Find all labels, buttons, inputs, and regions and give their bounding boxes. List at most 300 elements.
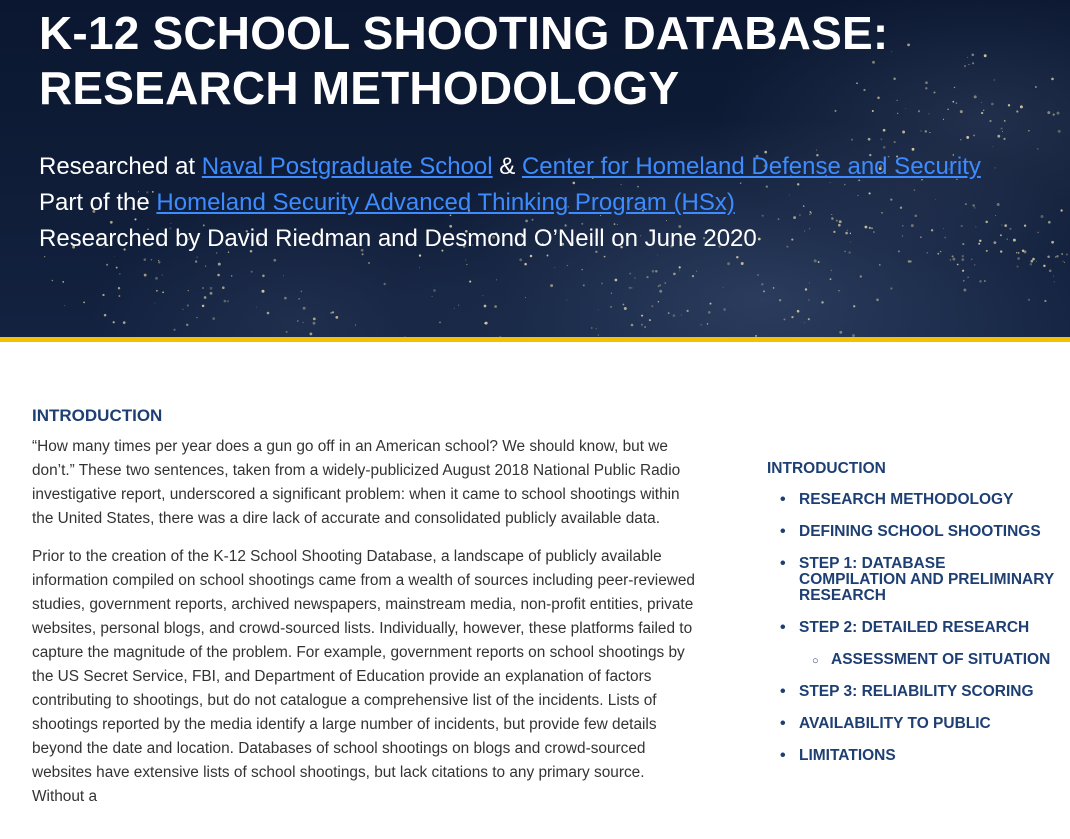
city-light-dot [496,279,497,280]
city-light-dot [881,212,883,214]
city-light-dot [952,258,955,261]
city-light-dot [838,224,841,227]
city-light-dot [116,267,118,269]
city-light-dot [651,305,653,307]
city-light-dot [830,182,831,183]
city-light-dot [44,256,45,257]
city-light-dot [741,262,744,265]
city-light-dot [740,182,741,183]
city-light-dot [666,220,667,221]
city-light-dot [962,270,964,272]
city-light-dot [205,265,206,266]
city-light-dot [591,327,593,329]
toc-item-availability-to-public[interactable]: • AVAILABILITY TO PUBLIC [767,716,1057,732]
city-light-dot [484,305,487,308]
city-light-dot [1002,131,1003,132]
city-light-dot [155,303,156,304]
toc-item-research-methodology[interactable]: • RESEARCH METHODOLOGY [767,492,1057,508]
city-light-dot [1016,266,1018,268]
city-light-dot [256,307,257,308]
city-light-dot [1007,238,1008,239]
city-light-dot [114,256,115,257]
city-light-dot [162,275,163,276]
city-light-dot [567,265,568,266]
city-light-dot [624,307,627,310]
city-light-dot [1009,228,1011,230]
city-light-dot [659,284,661,286]
city-light-dot [1016,252,1017,253]
program-line [39,188,735,218]
city-light-dot [839,220,842,223]
city-light-dot [962,255,964,257]
city-light-dot [611,293,612,294]
city-light-dot [1047,111,1050,114]
city-light-dot [173,329,175,331]
city-light-dot [524,263,527,266]
city-light-dot [967,136,968,137]
naval-postgraduate-school-link[interactable]: Naval Postgraduate School [201,153,493,180]
city-light-dot [809,214,810,215]
city-light-dot [994,167,995,168]
city-light-dot [818,261,820,263]
city-light-dot [929,132,930,133]
toc-item-step-1[interactable]: • STEP 1: DATABASE COMPILATION AND PRELIMINARY RESEARCH [767,556,1057,604]
city-light-dot [848,251,850,253]
city-light-dot [210,292,213,295]
city-light-dot [303,322,304,323]
toc-item-assessment-of-situation[interactable]: ○ ASSESSMENT OF SITUATION [767,652,1057,668]
city-light-dot [804,322,805,323]
city-light-dot [118,287,120,289]
city-light-dot [118,295,120,297]
city-light-dot [530,255,533,258]
city-light-dot [736,256,738,258]
city-light-dot [1060,209,1062,211]
city-light-dot [1030,263,1033,266]
city-light-dot [900,207,902,209]
city-light-dot [963,280,965,282]
city-light-dot [158,261,160,263]
city-light-dot [195,260,197,262]
city-light-dot [202,287,204,289]
city-light-dot [634,277,635,278]
city-light-dot [965,203,967,205]
city-light-dot [1036,261,1037,262]
city-light-dot [851,139,853,141]
toc-item-step-3[interactable]: • STEP 3: RELIABILITY SCORING [767,684,1057,700]
introduction-heading: INTRODUCTION [32,406,163,425]
city-light-dot [784,318,786,320]
city-light-dot [961,258,964,261]
city-light-dot [816,150,817,151]
city-light-dot [668,312,670,314]
city-light-dot [210,287,213,290]
city-light-dot [881,138,883,140]
city-light-dot [1003,138,1005,140]
city-light-dot [836,220,838,222]
article-body [32,405,697,823]
part-of-label: Part of the [39,189,157,216]
city-light-dot [963,289,966,292]
city-light-dot [1028,299,1030,301]
city-light-dot [984,280,986,282]
city-light-dot [629,273,631,275]
city-light-dot [267,312,270,315]
city-light-dot [383,283,385,285]
city-light-dot [1037,232,1038,233]
city-light-dot [972,204,975,207]
city-light-dot [808,318,810,320]
city-light-dot [313,322,316,325]
city-light-dot [332,311,334,313]
city-light-dot [838,290,839,291]
city-light-dot [879,264,881,266]
city-light-dot [1004,224,1007,227]
city-light-dot [723,308,726,311]
city-light-dot [809,228,810,229]
city-light-dot [83,302,85,304]
city-light-dot [550,284,553,287]
city-light-dot [952,255,954,257]
city-light-dot [989,120,991,122]
city-light-dot [286,331,288,333]
city-light-dot [1001,128,1003,130]
city-light-dot [869,227,871,229]
city-light-dot [224,300,227,303]
city-light-dot [762,215,764,217]
city-light-dot [831,214,832,215]
city-light-dot [845,232,848,235]
city-light-dot [809,282,810,283]
city-light-dot [853,305,855,307]
city-light-dot [197,257,198,258]
city-light-dot [1057,112,1060,115]
city-light-dot [1000,234,1002,236]
city-light-dot [707,323,708,324]
city-light-dot [912,148,915,151]
city-light-dot [679,266,681,268]
ampersand-separator: & [492,153,522,180]
city-light-dot [566,299,567,300]
city-light-dot [686,310,688,312]
city-light-dot [844,251,846,253]
city-light-dot [1028,130,1029,131]
city-light-dot [151,259,153,261]
city-light-dot [761,283,763,285]
city-light-dot [466,264,467,265]
city-light-dot [700,324,702,326]
city-light-dot [773,287,775,289]
city-light-dot [156,290,158,292]
city-light-dot [1051,241,1054,244]
city-light-dot [727,262,730,265]
city-light-dot [458,305,459,306]
city-light-dot [914,189,916,191]
city-light-dot [641,315,643,317]
city-light-dot [1041,215,1044,218]
city-light-dot [454,308,455,309]
city-light-dot [860,275,862,277]
city-light-dot [1018,252,1019,253]
city-light-dot [997,203,1000,206]
city-light-dot [960,139,961,140]
city-light-dot [188,290,189,291]
toc-list [767,492,1057,764]
authors-line: Researched by David Riedman and Desmond O’Neill on June 2020 [39,225,757,252]
city-light-dot [644,326,646,328]
chds-link[interactable]: Center for Homeland Defense and Security [521,153,981,180]
city-light-dot [766,185,768,187]
city-light-dot [723,287,724,288]
city-light-dot [940,251,942,253]
city-light-dot [1053,114,1055,116]
city-light-dot [301,291,303,293]
city-light-dot [864,226,867,229]
city-light-dot [119,273,121,275]
city-light-dot [710,303,712,305]
city-light-dot [601,282,603,284]
city-light-dot [814,259,817,262]
city-light-dot [144,258,147,261]
city-light-dot [915,215,918,218]
city-light-dot [631,287,633,289]
city-light-dot [519,258,522,261]
city-light-dot [869,192,871,194]
city-light-dot [974,264,976,266]
city-light-dot [649,319,651,321]
city-light-dot [974,207,975,208]
city-light-dot [298,298,299,299]
city-light-dot [222,286,225,289]
city-light-dot [943,228,944,229]
city-light-dot [937,253,939,255]
city-light-dot [763,290,765,292]
accent-stripe [0,337,1070,342]
city-light-dot [262,290,265,293]
city-light-dot [1017,257,1020,260]
city-light-dot [708,311,711,314]
city-light-dot [920,236,922,238]
city-light-dot [658,285,660,287]
city-light-dot [890,287,892,289]
city-light-dot [283,275,284,276]
city-light-dot [979,240,981,242]
city-light-dot [805,288,807,290]
city-light-dot [791,316,793,318]
city-light-dot [797,183,799,185]
city-light-dot [1047,255,1050,258]
city-light-dot [873,231,875,233]
city-light-dot [894,141,896,143]
city-light-dot [911,224,914,227]
city-light-dot [1000,250,1002,252]
city-light-dot [986,250,988,252]
city-light-dot [554,267,555,268]
city-light-dot [1051,78,1054,81]
city-light-dot [182,309,183,310]
city-light-dot [973,134,975,136]
city-light-dot [284,297,287,300]
city-light-dot [646,276,648,278]
city-light-dot [967,277,968,278]
city-light-dot [971,259,972,260]
research-affiliation-line [39,152,981,182]
city-light-dot [789,194,790,195]
city-light-dot [658,301,659,302]
city-light-dot [778,218,780,220]
city-light-dot [273,259,276,262]
city-light-dot [944,237,946,239]
city-light-dot [162,291,164,293]
city-light-dot [876,298,879,301]
city-light-dot [212,317,215,320]
city-light-dot [1058,130,1061,133]
city-light-dot [419,267,420,268]
city-light-dot [883,146,886,149]
city-light-dot [890,199,892,201]
city-light-dot [598,310,599,311]
city-light-dot [485,322,488,325]
toc-item-introduction[interactable]: INTRODUCTION [767,460,886,477]
city-light-dot [186,324,188,326]
city-light-dot [995,215,996,216]
city-light-dot [583,284,585,286]
city-light-dot [665,282,666,283]
city-light-dot [931,229,933,231]
city-light-dot [52,280,54,282]
city-light-dot [902,235,903,236]
city-light-dot [992,146,993,147]
city-light-dot [623,304,625,306]
city-light-dot [217,274,220,277]
city-light-dot [227,300,229,302]
city-light-dot [598,334,599,335]
city-light-dot [158,260,159,261]
city-light-dot [927,252,929,254]
city-light-dot [779,299,781,301]
city-light-dot [629,287,631,289]
city-light-dot [106,264,108,266]
city-light-dot [631,324,634,327]
city-light-dot [1032,258,1035,261]
city-light-dot [309,332,312,335]
city-light-dot [1044,300,1046,302]
city-light-dot [997,135,1000,138]
city-light-dot [104,314,107,317]
city-light-dot [821,301,824,304]
city-light-dot [830,278,832,280]
city-light-dot [935,199,936,200]
city-light-dot [303,307,306,310]
city-light-dot [262,275,265,278]
city-light-dot [231,275,232,276]
city-light-dot [950,259,952,261]
city-light-dot [961,225,963,227]
city-light-dot [692,275,694,277]
city-light-dot [883,129,886,132]
city-light-dot [547,255,549,257]
city-light-dot [844,184,846,186]
city-light-dot [1056,255,1058,257]
city-light-dot [1004,120,1006,122]
city-light-dot [641,324,643,326]
city-light-dot [218,263,221,266]
city-light-dot [908,260,911,263]
city-light-dot [679,270,680,271]
city-light-dot [1062,261,1063,262]
city-light-dot [610,306,612,308]
city-light-dot [673,314,676,317]
city-light-dot [615,279,618,282]
city-light-dot [439,322,441,324]
city-light-dot [1061,253,1063,255]
city-light-dot [1048,221,1051,224]
city-light-dot [978,243,980,245]
intro-paragraph: “How many times per year does a gun go off in an American school? We should know, but we don’t.” These two sentences, taken from a widely-publicized August 2018 National Public Radio investigative report, underscored a significant problem: when it came to school shootings within the United States, there was a dire lack of accurate and consolidated publicly available data. [32,438,681,527]
hsx-program-link[interactable]: Homeland Security Advanced Thinking Program (HSx) [156,189,735,216]
city-light-dot [696,271,697,272]
intro-paragraph: Prior to the creation of the K-12 School Shooting Database, a landscape of publicly available information compiled on school shootings came from a wealth of sources including peer-reviewed studies, government reports, archived newspapers, mainstream media, non-profit entities, private websites, personal blogs, and crowd-sourced lists. Individually, however, these platforms failed to capture the magnitude of the problem. For example, government reports on school shootings by the US Secret Service, FBI, and Department of Education provide an explanation of factors contributing to shootings, but do not catalogue a comprehensive list of the incidents. Lists of shootings reported by the media identify a large number of incidents, but provide few details beyond the date and location. Databases of school shootings on blogs and crowd-sourced websites have extensive lists of school shootings, but lack citations to any primary source. Without a [32,548,695,805]
city-light-dot [335,316,338,319]
city-light-dot [858,195,859,196]
city-light-dot [758,238,761,241]
city-light-dot [839,331,842,334]
city-light-dot [673,273,676,276]
city-light-dot [902,131,905,134]
city-light-dot [833,231,835,233]
city-light-dot [652,270,655,273]
city-light-dot [804,231,805,232]
city-light-dot [979,280,981,282]
city-light-dot [62,281,64,283]
city-light-dot [596,328,597,329]
city-light-dot [113,321,115,323]
city-light-dot [902,225,904,227]
city-light-dot [657,255,658,256]
city-light-dot [1053,276,1054,277]
city-light-dot [803,205,804,206]
toc-item-limitations[interactable]: • LIMITATIONS [767,748,1057,764]
city-light-dot [1031,260,1034,263]
city-light-dot [797,310,800,313]
city-light-dot [433,289,436,292]
city-light-dot [1064,262,1065,263]
city-light-dot [659,290,662,293]
city-light-dot [655,270,658,273]
city-light-dot [871,227,873,229]
city-light-dot [355,324,356,325]
toc-item-step-2[interactable]: • STEP 2: DETAILED RESEARCH [767,620,1057,636]
toc-item-defining-school-shootings[interactable]: • DEFINING SCHOOL SHOOTINGS [767,524,1057,540]
city-light-dot [604,256,606,258]
city-light-dot [144,274,147,277]
table-of-contents [767,459,1057,780]
city-light-dot [808,299,810,301]
city-light-dot [962,243,964,245]
city-light-dot [1022,249,1025,252]
city-light-dot [297,320,298,321]
city-light-dot [943,119,944,120]
city-light-dot [465,259,466,260]
city-light-dot [525,219,528,222]
city-light-dot [975,226,976,227]
city-light-dot [810,211,812,213]
city-light-dot [793,216,796,219]
city-light-dot [64,305,65,306]
city-light-dot [469,281,471,283]
city-light-dot [204,296,207,299]
city-light-dot [432,296,433,297]
